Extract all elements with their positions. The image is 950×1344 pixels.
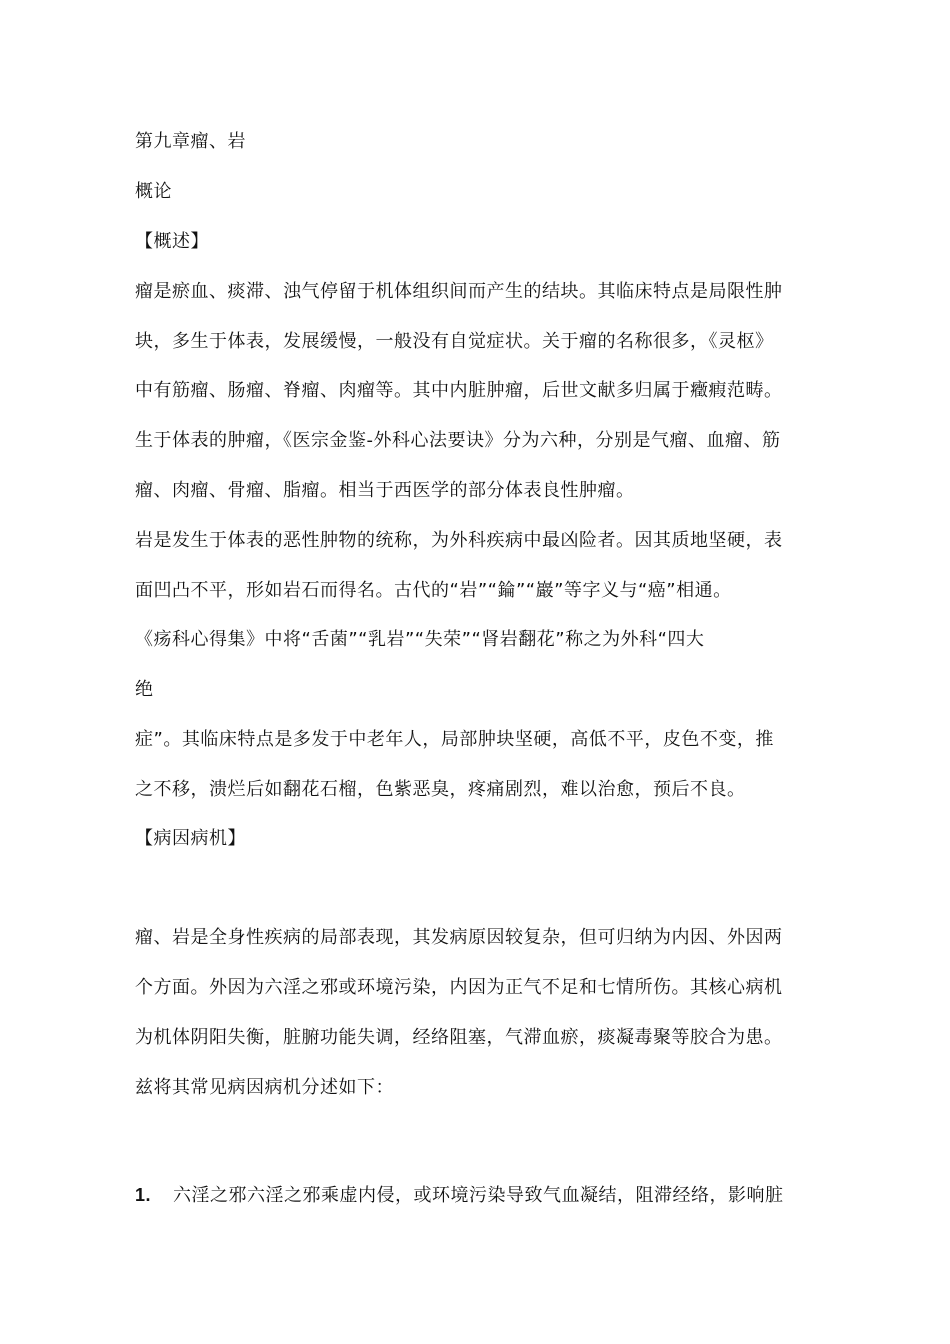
overview-line: 面凹凸不平，形如岩石而得名。古代的“岩”“錀”“巖”等字义与“癌”相通。 xyxy=(135,580,732,601)
etiology-line: 个方面。外因为六淫之邪或环境污染，内因为正气不足和七情所伤。其核心病机 xyxy=(135,977,783,998)
overview-line: 症”。其临床特点是多发于中老年人，局部肿块坚硬，高低不平，皮色不变，推 xyxy=(135,729,774,750)
heading-overview: 【概述】 xyxy=(135,231,209,252)
list-item xyxy=(135,1183,784,1208)
overview-line: 绝 xyxy=(135,679,154,700)
overview-line: 之不移，溃烂后如翻花石榴，色紫恶臭，疼痛剧烈，难以治愈，预后不良。 xyxy=(135,779,746,800)
overview-line: 岩是发生于体表的恶性肿物的统称，为外科疾病中最凶险者。因其质地坚硬，表 xyxy=(135,530,783,551)
chapter-title: 第九章瘤、岩 xyxy=(135,131,246,152)
overview-line: 瘤是瘀血、痰滞、浊气停留于机体组织间而产生的结块。其临床特点是局限性肿 xyxy=(135,281,783,302)
etiology-line: 为机体阴阳失衡，脏腑功能失调，经络阻塞，气滞血瘀，痰凝毒聚等胶合为患。 xyxy=(135,1027,783,1048)
list-item-text: 六淫之邪六淫之邪乘虚内侵，或环境污染导致气血凝结，阻滞经络，影响脏 xyxy=(173,1185,784,1206)
list-item-number: 1. xyxy=(135,1185,152,1205)
etiology-line: 兹将其常见病因病机分述如下： xyxy=(135,1077,394,1098)
section-title: 概论 xyxy=(135,181,172,202)
overview-line: 中有筋瘤、肠瘤、脊瘤、肉瘤等。其中内脏肿瘤，后世文献多归属于癥瘕范畴。 xyxy=(135,380,783,401)
etiology-line: 瘤、岩是全身性疾病的局部表现，其发病原因较复杂，但可归纳为内因、外因两 xyxy=(135,927,783,948)
heading-etiology: 【病因病机】 xyxy=(135,828,246,849)
overview-line: 生于体表的肿瘤，《医宗金鉴-外科心法要诀》分为六种，分别是气瘤、血瘤、筋 xyxy=(135,430,781,451)
overview-line: 瘤、肉瘤、骨瘤、脂瘤。相当于西医学的部分体表良性肿瘤。 xyxy=(135,480,635,501)
overview-line: 《疡科心得集》中将“舌菌”“乳岩”“失荣”“肾岩翻花”称之为外科“四大 xyxy=(135,629,705,650)
overview-line: 块，多生于体表，发展缓慢，一般没有自觉症状。关于瘤的名称很多，《灵枢》 xyxy=(135,331,774,352)
